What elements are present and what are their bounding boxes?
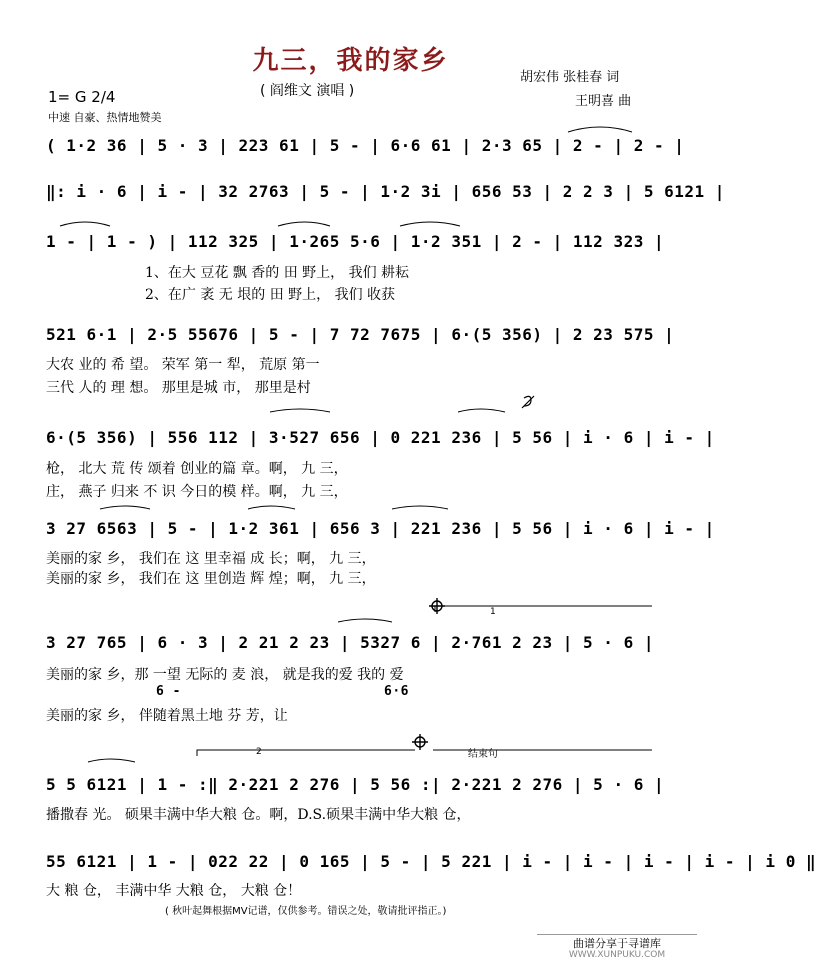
score-row-1: ( 1·2 36 | 5 · 3 | 223 61 | 5 - | 6·6 61 | 2·3 65 | 2 - | 2 - | [46,136,685,155]
score-row-8: 5 5 6121 | 1 - :‖ 2·221 2 276 | 5 56 :| 2·221 2 276 | 5 · 6 | [46,775,665,794]
lyric-row-4-verse-2: 三代 人的 理 想。 那里是城 市， 那里是村 [46,380,311,396]
site-url: WWW.XUNPUKU.COM [568,950,666,960]
composer: 王明喜 曲 [575,94,632,109]
score-row-5: 6·(5 356) | 556 112 | 3·527 656 | 0 221 236 | 5 56 | i · 6 | i - | [46,428,715,447]
slur [278,222,330,226]
score-row-9: 55 6121 | 1 - | 022 22 | 0 165 | 5 - | 5 221 | i - | i - | i - | i - | i 0 ‖ [46,852,816,871]
slur [338,619,392,622]
slur [458,409,505,412]
segno-icon [522,396,534,408]
volta-bracket-1 [435,606,652,612]
slur [400,222,460,226]
lyric-row-4-verse-1: 大农 业的 希 望。 荣军 第一 犁， 荒原 第一 [46,357,320,373]
score-row-3: 1 - | 1 - ) | 112 325 | 1·265 5·6 | 1·2 351 | 2 - | 112 323 | [46,232,665,251]
lyric-row-8: 播撒春 光。 硕果丰满中华大粮 仓。啊，D.S.硕果丰满中华大粮 仓， [46,807,471,823]
score-row-4: 521 6·1 | 2·5 55676 | 5 - | 7 72 7675 | 6·(5 356) | 2 23 575 | [46,325,675,344]
lyric-row-7-verse-2: 美丽的家 乡， 伴随着黑土地 芬 芳，让 [46,708,288,724]
key-signature: 1= G 2/4 [48,88,116,106]
singer: ( 阎维文 演唱 ) [260,83,355,99]
lyric-row-9: 大 粮 仓， 丰满中华 大粮 仓， 大粮 仓！ [46,883,302,899]
volta-bracket-2 [197,750,415,756]
footnote: ( 秋叶起舞根据MV记谱，仅供参考。错误之处，敬请批评指正。) [165,906,447,917]
tempo-marking: 中速 自豪、热情地赞美 [48,111,162,124]
lyricist: 胡宏伟 张桂春 词 [520,70,620,85]
coda-sign-icon [429,598,445,614]
slur [568,127,632,132]
site-credit: 曲谱分享于寻谱库 [537,934,697,951]
page-title: 九三，我的家乡 [252,46,449,76]
lyric-row-3-verse-2: 2、在广 袤 无 垠的 田 野上， 我们 收获 [145,287,396,303]
slur [248,506,295,509]
score-row-2: ‖: i · 6 | i - | 32 2763 | 5 - | 1·2 3i | 656 53 | 2 2 3 | 5 6121 | [46,182,725,201]
coda-sign-icon [412,734,428,750]
alt-notes-verse-2-a: 6 - [156,684,181,699]
slur [60,222,110,226]
score-row-6: 3 27 6563 | 5 - | 1·2 361 | 656 3 | 221 236 | 5 56 | i · 6 | i - | [46,519,715,538]
volta-1-label: 1 [490,607,496,617]
volta-2-label: 2 [256,747,262,757]
alt-notes-verse-2-b: 6·6 [384,684,409,699]
slur [392,506,448,509]
lyric-row-5-verse-1: 枪， 北大 荒 传 颂着 创业的篇 章。啊， 九 三， [46,461,348,477]
lyric-row-7-verse-1: 美丽的家 乡，那 一望 无际的 麦 浪， 就是我的爱 我的 爱 [46,667,404,683]
lyric-row-5-verse-2: 庄， 燕子 归来 不 识 今日的模 样。啊， 九 三， [46,484,348,500]
lyric-row-6-verse-1: 美丽的家 乡， 我们在 这 里幸福 成 长；啊， 九 三， [46,551,376,567]
slur [100,506,150,509]
slur [270,409,330,412]
lyric-row-6-verse-2: 美丽的家 乡， 我们在 这 里创造 辉 煌；啊， 九 三， [46,571,376,587]
score-row-7: 3 27 765 | 6 · 3 | 2 21 2 23 | 5327 6 | 2·761 2 23 | 5 · 6 | [46,633,654,652]
slur [88,759,135,762]
ending-label: 结束句 [468,749,498,760]
lyric-row-3-verse-1: 1、在大 豆花 飘 香的 田 野上， 我们 耕耘 [145,265,410,281]
